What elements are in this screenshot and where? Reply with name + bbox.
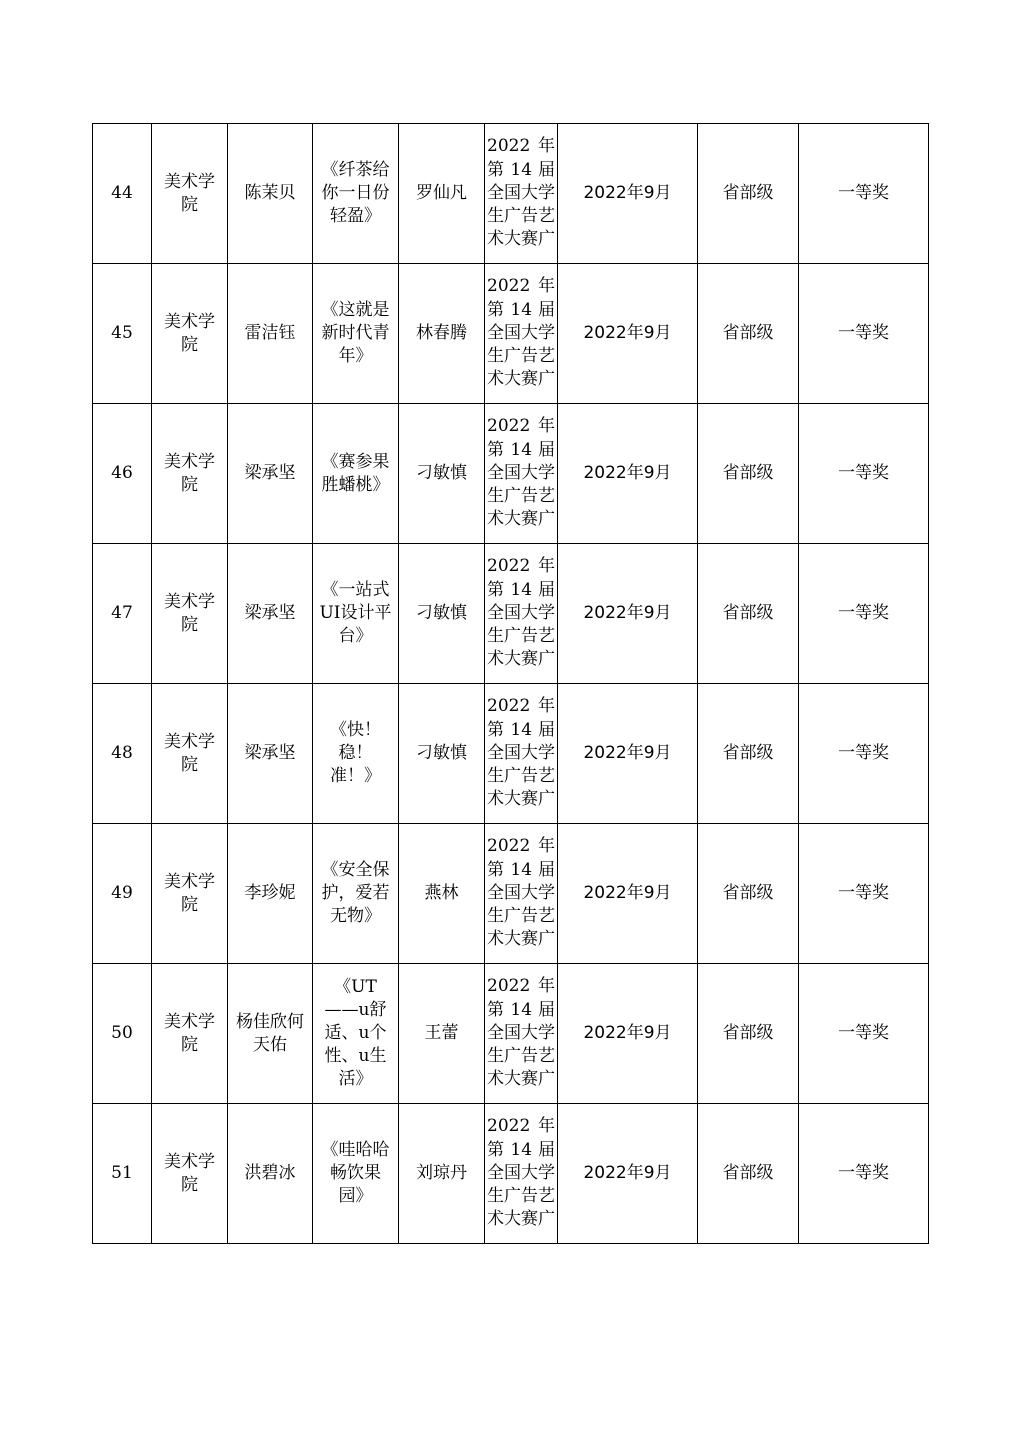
- contest-name: 2022 年第 14 届全国大学生广告艺术大赛广: [487, 136, 555, 250]
- student-cell: [228, 1104, 313, 1244]
- work-title: 《快！稳！准！》: [330, 720, 381, 786]
- work-title: 《赛参果胜蟠桃》: [321, 451, 390, 495]
- student-name: 雷洁钰: [244, 323, 296, 343]
- award-prize: 一等奖: [799, 1104, 929, 1244]
- contest-name: 2022 年第 14 届全国大学生广告艺术大赛广: [487, 836, 555, 950]
- row-number: 47: [93, 544, 152, 684]
- college-cell: [152, 544, 228, 684]
- contest-cell: [485, 404, 558, 544]
- work-title: 《一站式UI设计平台》: [319, 580, 392, 646]
- award-date: 2022年9月: [558, 1104, 698, 1244]
- college-cell: [152, 264, 228, 404]
- work-cell: [313, 124, 399, 264]
- award-level: 省部级: [698, 544, 799, 684]
- student-name: 杨佳欣何天佑: [236, 1011, 304, 1055]
- table-row: [93, 544, 929, 684]
- work-cell: [313, 964, 399, 1104]
- award-date: 2022年9月: [558, 404, 698, 544]
- work-cell: [313, 544, 399, 684]
- student-name: 梁承坚: [244, 603, 296, 623]
- award-prize: 一等奖: [799, 684, 929, 824]
- student-cell: [228, 544, 313, 684]
- student-name: 梁承坚: [244, 463, 296, 483]
- award-level: 省部级: [698, 964, 799, 1104]
- contest-cell: [485, 684, 558, 824]
- table-row: [93, 1104, 929, 1244]
- contest-cell: [485, 824, 558, 964]
- table-row: [93, 684, 929, 824]
- row-number: 46: [93, 404, 152, 544]
- student-cell: [228, 124, 313, 264]
- row-number: 49: [93, 824, 152, 964]
- awards-table-body: [93, 124, 929, 1244]
- student-cell: [228, 404, 313, 544]
- college-cell: [152, 124, 228, 264]
- work-cell: [313, 404, 399, 544]
- work-cell: [313, 824, 399, 964]
- contest-name: 2022 年第 14 届全国大学生广告艺术大赛广: [487, 696, 555, 810]
- college-name: 美术学院: [164, 731, 215, 775]
- college-name: 美术学院: [164, 871, 215, 915]
- student-cell: [228, 824, 313, 964]
- table-row: [93, 824, 929, 964]
- award-date: 2022年9月: [558, 824, 698, 964]
- award-level: 省部级: [698, 824, 799, 964]
- award-date: 2022年9月: [558, 544, 698, 684]
- college-cell: [152, 1104, 228, 1244]
- student-name: 梁承坚: [244, 743, 296, 763]
- award-date: 2022年9月: [558, 124, 698, 264]
- work-title: 《纤茶给你一日份轻盈》: [321, 160, 390, 226]
- teacher-name: 刁敏慎: [399, 684, 485, 824]
- contest-name: 2022 年第 14 届全国大学生广告艺术大赛广: [487, 1116, 555, 1230]
- row-number: 45: [93, 264, 152, 404]
- teacher-name: 王蕾: [399, 964, 485, 1104]
- college-name: 美术学院: [164, 311, 215, 355]
- work-cell: [313, 684, 399, 824]
- college-cell: [152, 404, 228, 544]
- row-number: 48: [93, 684, 152, 824]
- contest-cell: [485, 264, 558, 404]
- award-prize: 一等奖: [799, 964, 929, 1104]
- work-cell: [313, 1104, 399, 1244]
- award-prize: 一等奖: [799, 404, 929, 544]
- teacher-name: 林春腾: [399, 264, 485, 404]
- student-cell: [228, 964, 313, 1104]
- award-level: 省部级: [698, 404, 799, 544]
- row-number: 51: [93, 1104, 152, 1244]
- contest-name: 2022 年第 14 届全国大学生广告艺术大赛广: [487, 276, 555, 390]
- work-cell: [313, 264, 399, 404]
- award-level: 省部级: [698, 264, 799, 404]
- award-prize: 一等奖: [799, 544, 929, 684]
- college-name: 美术学院: [164, 591, 215, 635]
- college-name: 美术学院: [164, 1151, 215, 1195]
- work-title: 《这就是新时代青年》: [321, 300, 390, 366]
- table-row: [93, 964, 929, 1104]
- award-level: 省部级: [698, 684, 799, 824]
- student-name: 洪碧冰: [244, 1163, 296, 1183]
- contest-name: 2022 年第 14 届全国大学生广告艺术大赛广: [487, 416, 555, 530]
- award-prize: 一等奖: [799, 824, 929, 964]
- college-name: 美术学院: [164, 1011, 215, 1055]
- student-cell: [228, 264, 313, 404]
- award-date: 2022年9月: [558, 964, 698, 1104]
- awards-table: [92, 123, 929, 1244]
- teacher-name: 刘琼丹: [399, 1104, 485, 1244]
- contest-cell: [485, 544, 558, 684]
- contest-name: 2022 年第 14 届全国大学生广告艺术大赛广: [487, 976, 555, 1090]
- award-level: 省部级: [698, 1104, 799, 1244]
- college-name: 美术学院: [164, 171, 215, 215]
- student-name: 陈茉贝: [244, 183, 296, 203]
- college-cell: [152, 684, 228, 824]
- table-row: [93, 264, 929, 404]
- contest-cell: [485, 964, 558, 1104]
- teacher-name: 燕林: [399, 824, 485, 964]
- work-title: 《哇哈哈畅饮果园》: [321, 1140, 390, 1206]
- teacher-name: 罗仙凡: [399, 124, 485, 264]
- teacher-name: 刁敏慎: [399, 404, 485, 544]
- contest-cell: [485, 124, 558, 264]
- award-prize: 一等奖: [799, 124, 929, 264]
- row-number: 50: [93, 964, 152, 1104]
- work-title: 《安全保护，爱若无物》: [321, 860, 390, 926]
- table-row: [93, 124, 929, 264]
- college-cell: [152, 964, 228, 1104]
- teacher-name: 刁敏慎: [399, 544, 485, 684]
- student-cell: [228, 684, 313, 824]
- contest-name: 2022 年第 14 届全国大学生广告艺术大赛广: [487, 556, 555, 670]
- award-date: 2022年9月: [558, 684, 698, 824]
- table-row: [93, 404, 929, 544]
- contest-cell: [485, 1104, 558, 1244]
- row-number: 44: [93, 124, 152, 264]
- work-title: 《UT——u舒适、u个性、u生活》: [324, 977, 387, 1089]
- award-date: 2022年9月: [558, 264, 698, 404]
- college-name: 美术学院: [164, 451, 215, 495]
- award-level: 省部级: [698, 124, 799, 264]
- college-cell: [152, 824, 228, 964]
- award-prize: 一等奖: [799, 264, 929, 404]
- student-name: 李珍妮: [244, 883, 296, 903]
